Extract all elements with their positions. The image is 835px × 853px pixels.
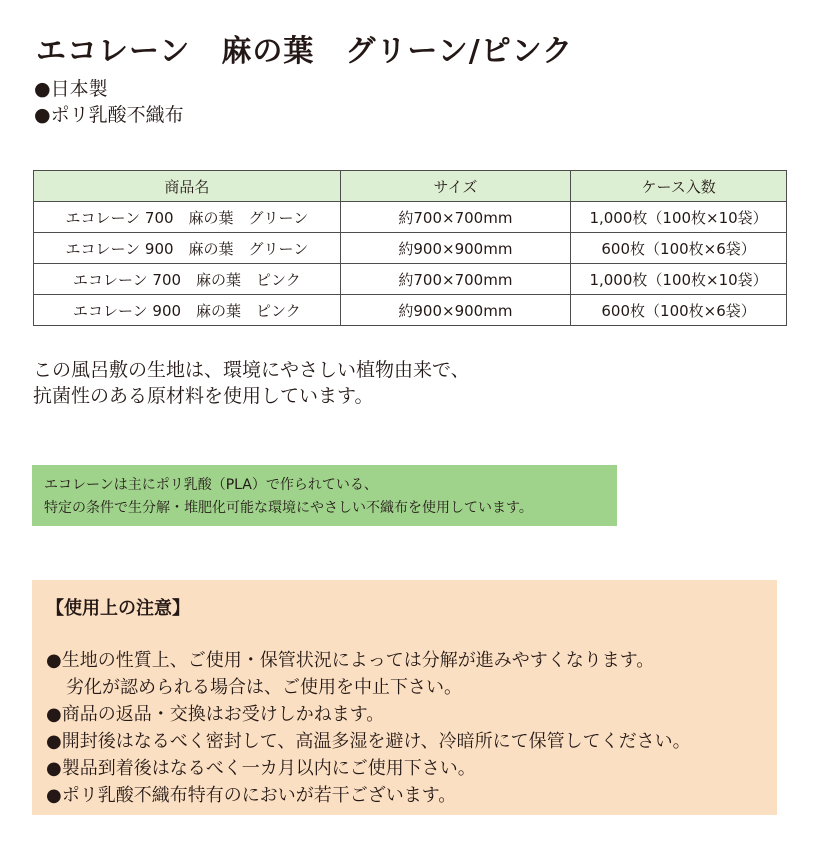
header-case-quantity: ケース入数: [571, 171, 787, 202]
cell-size: 約700×700mm: [340, 202, 570, 233]
cell-case-quantity: 1,000枚（100枚×10袋）: [571, 202, 787, 233]
table-row: [34, 233, 787, 264]
feature-item: ●ポリ乳酸不織布: [34, 104, 184, 126]
caution-list: [46, 647, 777, 809]
description-line: 抗菌性のある原材料を使用しています。: [33, 385, 374, 407]
header-size: サイズ: [340, 171, 570, 202]
cell-product-name: エコレーン 700 麻の葉 ピンク: [34, 264, 341, 295]
cell-size: 約900×900mm: [340, 233, 570, 264]
cell-case-quantity: 600枚（100枚×6袋）: [571, 233, 787, 264]
cell-case-quantity: 600枚（100枚×6袋）: [571, 295, 787, 326]
cell-size: 約700×700mm: [340, 264, 570, 295]
cell-product-name: エコレーン 900 麻の葉 グリーン: [34, 233, 341, 264]
pla-note-line: エコレーンは主にポリ乳酸（PLA）で作られている、: [44, 477, 378, 493]
cell-product-name: エコレーン 700 麻の葉 グリーン: [34, 202, 341, 233]
description-line: この風呂敷の生地は、環境にやさしい植物由来で、: [33, 359, 470, 381]
caution-item: ●製品到着後はなるべく一カ月以内にご使用下さい。: [46, 758, 476, 779]
page-title: エコレーン 麻の葉 グリーン/ピンク: [36, 34, 574, 69]
caution-box: [32, 580, 777, 815]
caution-item: ●ポリ乳酸不織布特有のにおいが若干ございます。: [46, 785, 457, 806]
pla-note-line: 特定の条件で生分解・堆肥化可能な環境にやさしい不織布を使用しています。: [44, 500, 533, 516]
cell-case-quantity: 1,000枚（100枚×10袋）: [571, 264, 787, 295]
caution-item: ●開封後はなるべく密封して、高温多湿を避け、冷暗所にて保管してください。: [46, 731, 691, 752]
pla-note-box: [32, 465, 617, 526]
caution-item: ●生地の性質上、ご使用・保管状況によっては分解が進みやすくなります。: [46, 650, 655, 671]
feature-item: ●日本製: [34, 78, 108, 100]
cell-product-name: エコレーン 900 麻の葉 ピンク: [34, 295, 341, 326]
table-row: [34, 264, 787, 295]
product-table: [33, 170, 787, 326]
cell-size: 約900×900mm: [340, 295, 570, 326]
caution-item: ●商品の返品・交換はお受けしかねます。: [46, 704, 385, 725]
table-row: [34, 295, 787, 326]
header-product-name: 商品名: [34, 171, 341, 202]
table-row: [34, 202, 787, 233]
caution-title: 【使用上の注意】: [46, 598, 190, 619]
feature-list: [34, 76, 184, 128]
caution-item-continuation: 劣化が認められる場合は、ご使用を中止下さい。: [66, 677, 462, 698]
product-description: [33, 357, 470, 409]
table-header-row: [34, 171, 787, 202]
